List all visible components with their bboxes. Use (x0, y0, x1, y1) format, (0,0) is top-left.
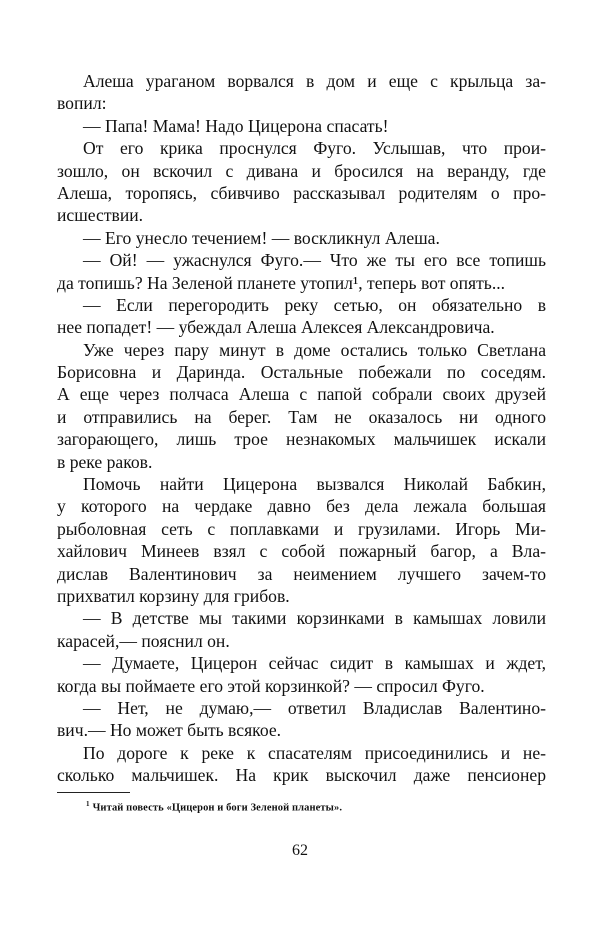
paragraph (57, 339, 546, 473)
paragraph (57, 473, 546, 607)
text-line: исшествии. (57, 205, 144, 226)
text-line: — Его унесло течением! — воскликнул Алеша. (83, 227, 440, 248)
text-line: Алеша, торопясь, сбивчиво рассказывал родителям о про- (57, 182, 546, 203)
text-line: сколько мальчишек. На крик выскочил даже пенсионер (57, 765, 546, 786)
text-line: нее попадет! — убеждал Алеша Алексея Александровича. (57, 317, 495, 338)
text-line: дислав Валентинович за неимением лучшего зачем-то (57, 563, 546, 584)
paragraph (57, 249, 546, 294)
text-line: вич.— Но может быть всякое. (57, 720, 282, 741)
text-line: По дороге к реке к спасателям присоединились и не- (83, 742, 546, 763)
paragraph (57, 70, 546, 115)
text-line: От его крика проснулся Фуго. Услышав, что прои- (83, 138, 546, 159)
text-line: хайлович Минеев взял с собой пожарный багор, а Вла- (57, 541, 546, 562)
body-text (57, 70, 546, 787)
text-line: да топишь? На Зеленой планете утопил¹, теперь вот опять... (57, 272, 506, 293)
paragraph (57, 697, 546, 742)
paragraph (57, 137, 546, 227)
paragraph (57, 294, 546, 339)
text-line: — Папа! Мама! Надо Цицерона спасать! (83, 115, 389, 136)
text-line: в реке раков. (57, 451, 153, 472)
text-line: карасей,— пояснил он. (57, 630, 230, 651)
text-line: у которого на чердаке давно без дела лежала большая (57, 496, 546, 517)
paragraph (57, 115, 546, 137)
text-line: — Нет, не думаю,— ответил Владислав Валентино- (83, 697, 546, 718)
text-line: — В детстве мы такими корзинками в камышах ловили (83, 608, 546, 629)
text-line: рыболовная сеть с поплавками и грузилами. Игорь Ми- (57, 518, 546, 539)
text-line: зошло, он вскочил с дивана и бросился на веранду, где (57, 160, 546, 181)
footnote-divider (57, 792, 130, 793)
footnote-text: Читай повесть «Цицерон и боги Зеленой планеты». (92, 802, 343, 814)
text-line: Алеша ураганом ворвался в дом и еще с крыльца за- (83, 71, 546, 91)
paragraph (57, 652, 546, 697)
paragraph (57, 607, 546, 652)
text-line: — Если перегородить реку сетью, он обязательно в (83, 294, 546, 315)
page-number: 62 (292, 842, 308, 859)
text-line: Уже через пару минут в доме остались только Светлана (83, 339, 546, 360)
text-line: — Ой! — ужаснулся Фуго.— Что же ты его все топишь (83, 250, 546, 271)
paragraph (57, 742, 546, 787)
text-line: Помочь найти Цицерона вызвался Николай Бабкин, (83, 474, 546, 495)
paragraph (57, 227, 546, 249)
text-line: прихватил корзину для грибов. (57, 585, 290, 606)
text-line: вопил: (57, 93, 107, 114)
footnote-marker: 1 (86, 800, 90, 808)
text-line: загорающего, лишь трое незнакомых мальчишек искали (57, 429, 546, 450)
text-line: когда вы поймаете его этой корзинкой? — спросил Фуго. (57, 675, 485, 696)
text-line: и отправились на берег. Там не оказалось ни одного (57, 406, 546, 427)
footnote (86, 800, 342, 814)
text-line: Борисовна и Даринда. Остальные побежали по соседям. (57, 362, 546, 383)
text-line: — Думаете, Цицерон сейчас сидит в камышах и ждет, (83, 653, 546, 674)
text-line: А еще через полчаса Алеша с папой собрали своих друзей (57, 384, 546, 405)
